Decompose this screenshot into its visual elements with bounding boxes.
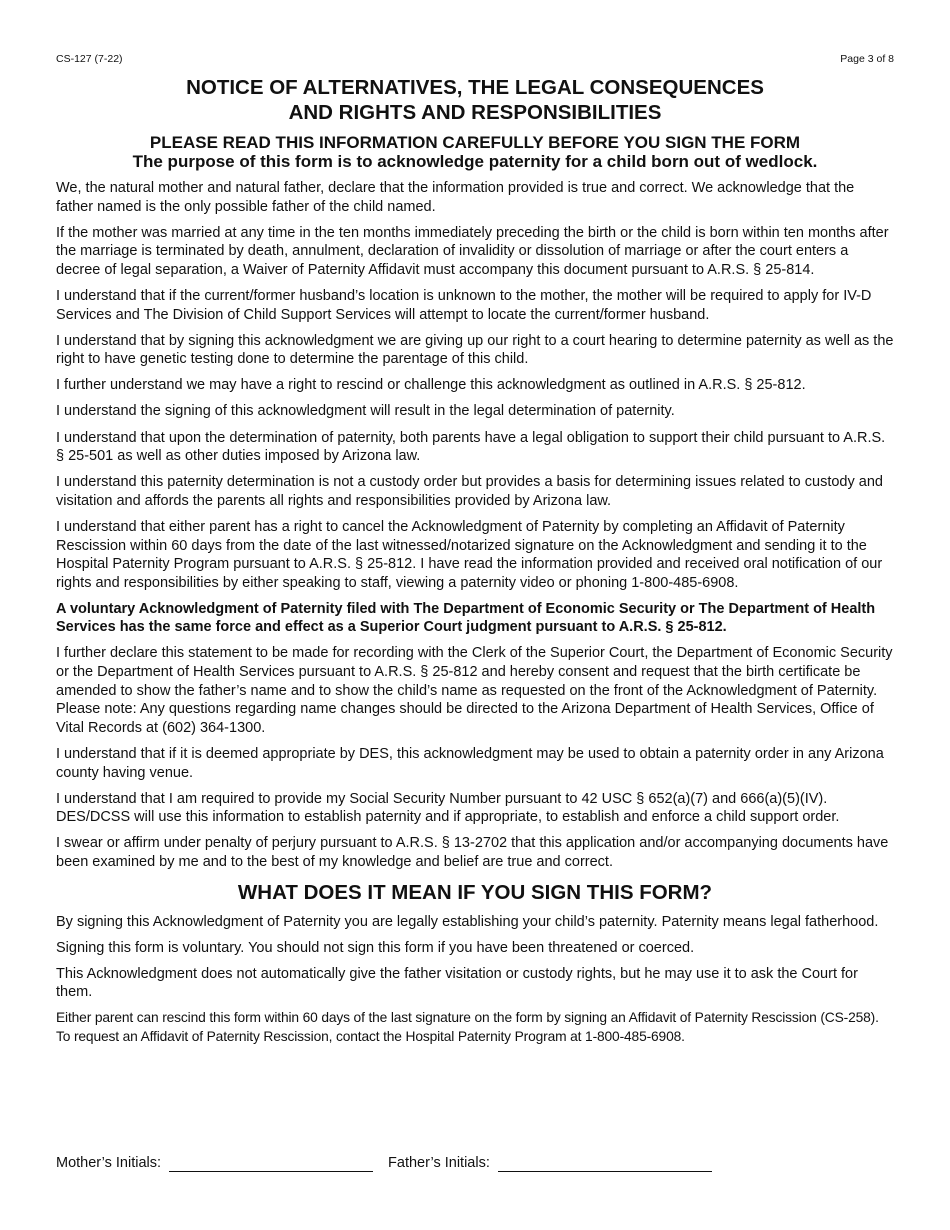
section-heading: WHAT DOES IT MEAN IF YOU SIGN THIS FORM? [237, 880, 713, 904]
title-line-2: AND RIGHTS AND RESPONSIBILITIES [288, 101, 662, 124]
paragraph: Signing this form is voluntary. You should not sign this form if you have been threatened or coerced. [56, 939, 695, 956]
mother-initials-label: Mother’s Initials: [56, 1155, 162, 1171]
page-title [56, 75, 894, 125]
page-number: Page 3 of 8 [840, 53, 894, 65]
instruction-heading: PLEASE READ THIS INFORMATION CAREFULLY BEFORE YOU SIGN THE FORM [149, 133, 801, 152]
paragraph: I further declare this statement to be made for recording with the Clerk of the Superior Court, the Department of Economic Security or the Department of Health Services pursuant to A.R.S. § 25-812 and hereby consent and request that the birth certificate be amended to show the father’s name and to show the child’s name as requested on the front of the Acknowledgment of Paternity. Please note: Any questions regarding name changes should be directed to the Arizona Department of Health Services, Office of Vital Records at (602) 364-1300. [56, 645, 893, 736]
paragraph: I understand the signing of this acknowledgment will result in the legal determination of paternity. [56, 403, 675, 420]
paragraph: Either parent can rescind this form within 60 days of the last signature on the form by signing an Affidavit of Paternity Rescission (CS-258). To request an Affidavit of Paternity Rescission, contact the Hospital Paternity Program at 1-800-485-6908. [56, 1010, 879, 1044]
paragraph: I further understand we may have a right to rescind or challenge this acknowledgment as outlined in A.R.S. § 25-812. [56, 377, 806, 394]
paragraph: By signing this Acknowledgment of Paternity you are legally establishing your child’s paternity. Paternity means legal fatherhood. [56, 913, 879, 930]
purpose-statement: The purpose of this form is to acknowledge paternity for a child born out of wedlock. [132, 152, 818, 171]
declarations [56, 179, 894, 872]
document-body [56, 75, 894, 1054]
father-initials-label: Father’s Initials: [388, 1155, 490, 1171]
paragraph: We, the natural mother and natural father, declare that the information provided is true and correct. We acknowledge that the father named is the only possible father of the child named. [56, 180, 855, 215]
section-body [56, 913, 894, 1047]
bold-paragraph: A voluntary Acknowledgment of Paternity filed with The Department of Economic Security or The Department of Health Services has the same force and effect as a Superior Court judgment pursuant to A.R.S. § 25-812. [56, 600, 876, 636]
paragraph: I understand this paternity determination is not a custody order but provides a basis for determining issues related to custody and visitation and affords the parents all rights and responsibilities provided by Arizona law. [56, 474, 883, 509]
father-initials-field[interactable] [498, 1157, 712, 1172]
paragraph: I understand that by signing this acknowledgment we are giving up our right to a court hearing to determine paternity as well as the right to have genetic testing done to determine the parentage of this child. [56, 332, 894, 368]
form-id: CS-127 (7-22) [56, 53, 123, 65]
paragraph: I understand that if it is deemed appropriate by DES, this acknowledgment may be used to obtain a paternity order in any Arizona county having venue. [56, 745, 884, 781]
title-line-1: NOTICE OF ALTERNATIVES, THE LEGAL CONSEQUENCES [186, 76, 764, 99]
paragraph: I understand that if the current/former husband’s location is unknown to the mother, the mother will be required to apply for IV-D Services and The Division of Child Support Services will attempt to locate the current/former husband. [56, 287, 872, 323]
initials-row [56, 1154, 712, 1172]
mother-initials-field[interactable] [169, 1157, 373, 1172]
paragraph: If the mother was married at any time in the ten months immediately preceding the birth or the child is born within ten months after the marriage is terminated by death, annulment, declaration of invalidity or dissolution of marriage or after the court enters a decree of legal separation, a Waiver of Paternity Affidavit must accompany this document pursuant to A.R.S. § 25-814. [56, 224, 889, 278]
paragraph: I understand that either parent has a right to cancel the Acknowledgment of Paternity by completing an Affidavit of Paternity Rescission within 60 days from the date of the last witnessed/notarized signature on the Acknowledgment and sending it to the Hospital Paternity Program pursuant to A.R.S. § 25-812. I have read the information provided and received oral notification of our rights and responsibilities by either speaking to staff, viewing a paternity video or phoning 1-800-485-6908. [56, 518, 883, 591]
paragraph: This Acknowledgment does not automatically give the father visitation or custody rights, but he may use it to ask the Court for them. [56, 965, 858, 1001]
paragraph: I understand that I am required to provide my Social Security Number pursuant to 42 USC § 652(a)(7) and 666(a)(5)(IV). DES/DCSS will use this information to establish paternity and if appropriate, to establish and enforce a child support order. [56, 790, 840, 826]
paragraph: I understand that upon the determination of paternity, both parents have a legal obligation to support their child pursuant to A.R.S. § 25-501 as well as other duties imposed by Arizona law. [56, 429, 886, 465]
paragraph: I swear or affirm under penalty of perjury pursuant to A.R.S. § 13-2702 that this application and/or accompanying documents have been examined by me and to the best of my knowledge and belief are true and correct. [56, 835, 889, 870]
